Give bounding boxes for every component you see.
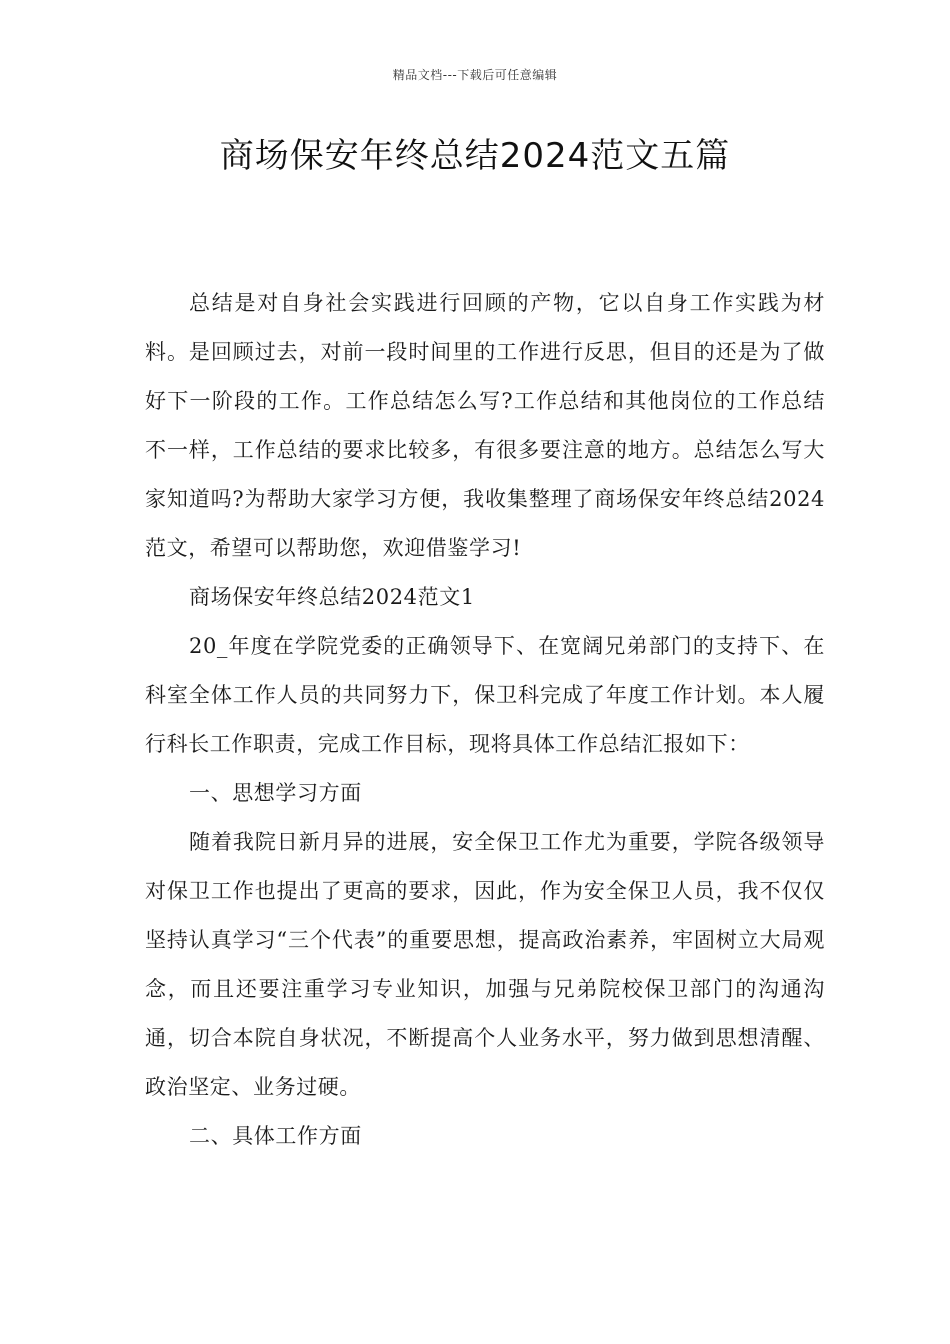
subheading-2: 二、具体工作方面 (189, 1124, 362, 1148)
document-body (145, 279, 825, 1161)
body-paragraph-2: 随着我院日新月异的进展，安全保卫工作尤为重要，学院各级领导对保卫工作也提出了更高的要求，因此，作为安全保卫人员，我不仅仅坚持认真学习“三个代表”的重要思想，提高政治素养，牢固树立大局观念，而且还要注重学习专业知识，加强与兄弟院校保卫部门的沟通沟通，切合本院自身状况，不断提高个人业务水平，努力做到思想清醒、政治坚定、业务过硬。 (145, 830, 825, 1099)
header-note: 精品文档---下载后可任意编辑 (392, 68, 558, 82)
document-title: 商场保安年终总结2024范文五篇 (219, 136, 731, 176)
section-title: 商场保安年终总结2024范文1 (189, 585, 475, 609)
intro-paragraph: 总结是对自身社会实践进行回顾的产物，它以自身工作实践为材料。是回顾过去，对前一段时间里的工作进行反思，但目的还是为了做好下一阶段的工作。工作总结怎么写?工作总结和其他岗位的工作总结不一样，工作总结的要求比较多，有很多要注意的地方。总结怎么写大家知道吗?为帮助大家学习方便，我收集整理了商场保安年终总结2024范文，希望可以帮助您，欢迎借鉴学习! (145, 291, 825, 560)
subheading-1: 一、思想学习方面 (189, 781, 362, 805)
body-paragraph-1: 20_年度在学院党委的正确领导下、在宽阔兄弟部门的支持下、在科室全体工作人员的共同努力下，保卫科完成了年度工作计划。本人履行科长工作职责，完成工作目标，现将具体工作总结汇报如下： (145, 634, 825, 756)
